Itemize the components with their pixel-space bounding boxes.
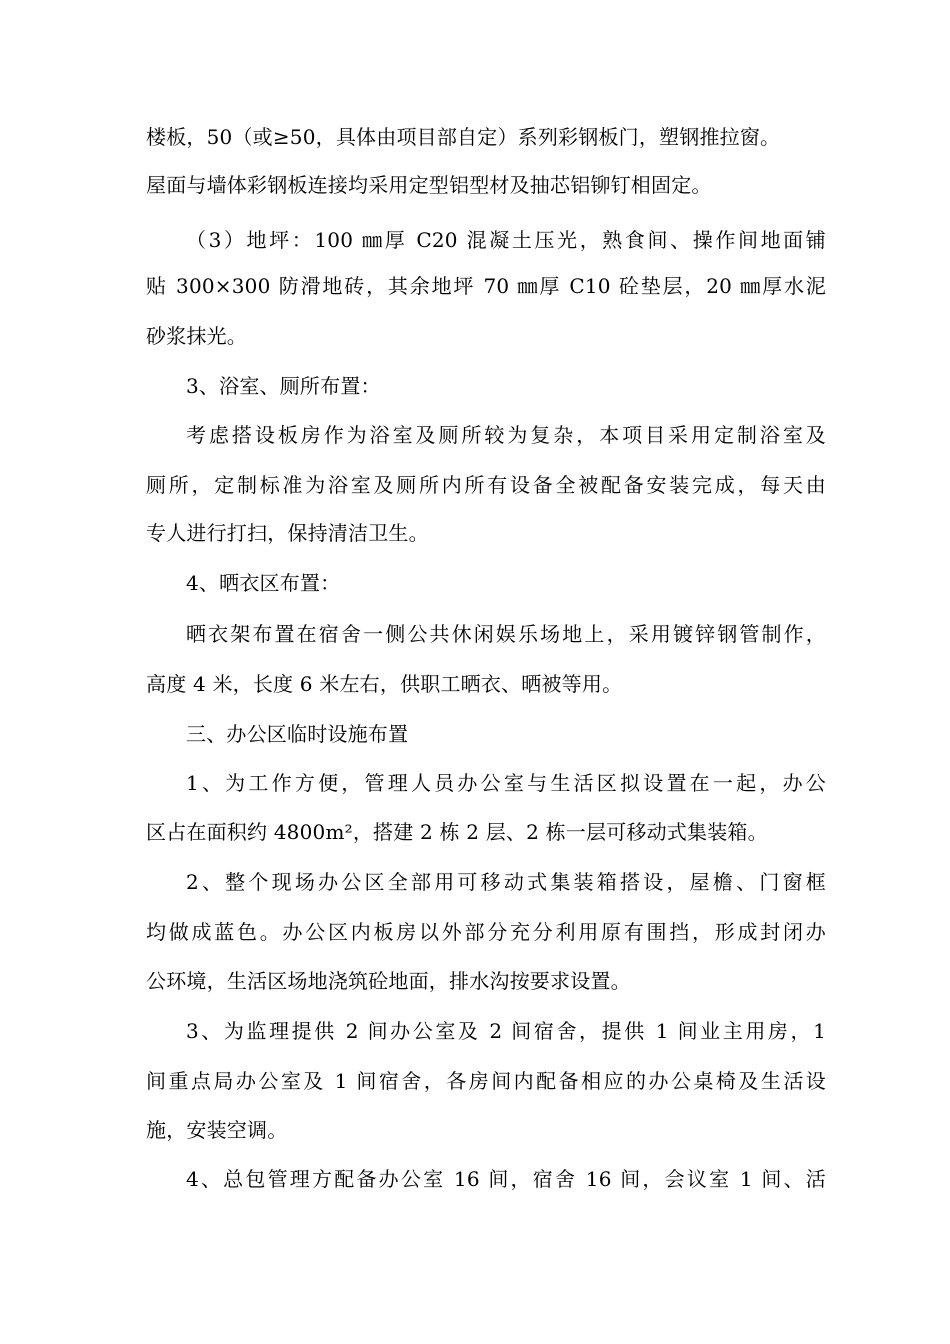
text-line: 砂浆抹光。 [146,324,247,348]
text-line: （3）地坪：100 ㎜厚 C20 混凝土压光，熟食间、操作间地面铺 [186,228,826,252]
text-line: 楼板，50（或≥50，具体由项目部自定）系列彩钢板门，塑钢推拉窗。 [146,125,781,149]
text-line: 晒衣架布置在宿舍一侧公共休闲娱乐场地上，采用镀锌钢管制作， [186,622,826,646]
text-line: 均做成蓝色。办公区内板房以外部分充分利用原有围挡，形成封闭办 [146,920,826,944]
section-heading: 三、办公区临时设施布置 [186,722,409,746]
text-line: 高度 4 米，长度 6 米左右，供职工晒衣、晒被等用。 [146,672,623,696]
text-line: 贴 300×300 防滑地砖，其余地坪 70 ㎜厚 C10 砼垫层，20 ㎜厚水泥 [146,274,826,298]
text-line: 区占在面积约 4800m²，搭建 2 栋 2 层、2 栋一层可移动式集装箱。 [146,820,768,844]
text-line: 厕所，定制标准为浴室及厕所内所有设备全被配备安装完成，每天由 [146,473,826,497]
text-line: 屋面与墙体彩钢板连接均采用定型铝型材及抽芯铝铆钉相固定。 [146,173,712,197]
text-line: 考虑搭设板房作为浴室及厕所较为复杂，本项目采用定制浴室及 [186,423,826,447]
text-line: 3、为监理提供 2 间办公室及 2 间宿舍，提供 1 间业主用房，1 [186,1019,826,1043]
text-line: 施，安装空调。 [146,1118,288,1142]
text-line: 1、为工作方便，管理人员办公室与生活区拟设置在一起，办公 [186,771,826,795]
text-line: 4、总包管理方配备办公室 16 间，宿舍 16 间，会议室 1 间、活 [186,1167,826,1191]
text-line: 公环境，生活区场地浇筑砼地面，排水沟按要求设置。 [146,969,631,993]
text-line: 2、整个现场办公区全部用可移动式集装箱搭设，屋檐、门窗框 [186,870,826,894]
section-heading: 3、浴室、厕所布置： [186,374,381,398]
text-line: 专人进行打扫，保持清洁卫生。 [146,521,429,545]
section-heading: 4、晒衣区布置： [186,571,341,595]
text-line: 间重点局办公室及 1 间宿舍，各房间内配备相应的办公桌椅及生活设 [146,1069,826,1093]
